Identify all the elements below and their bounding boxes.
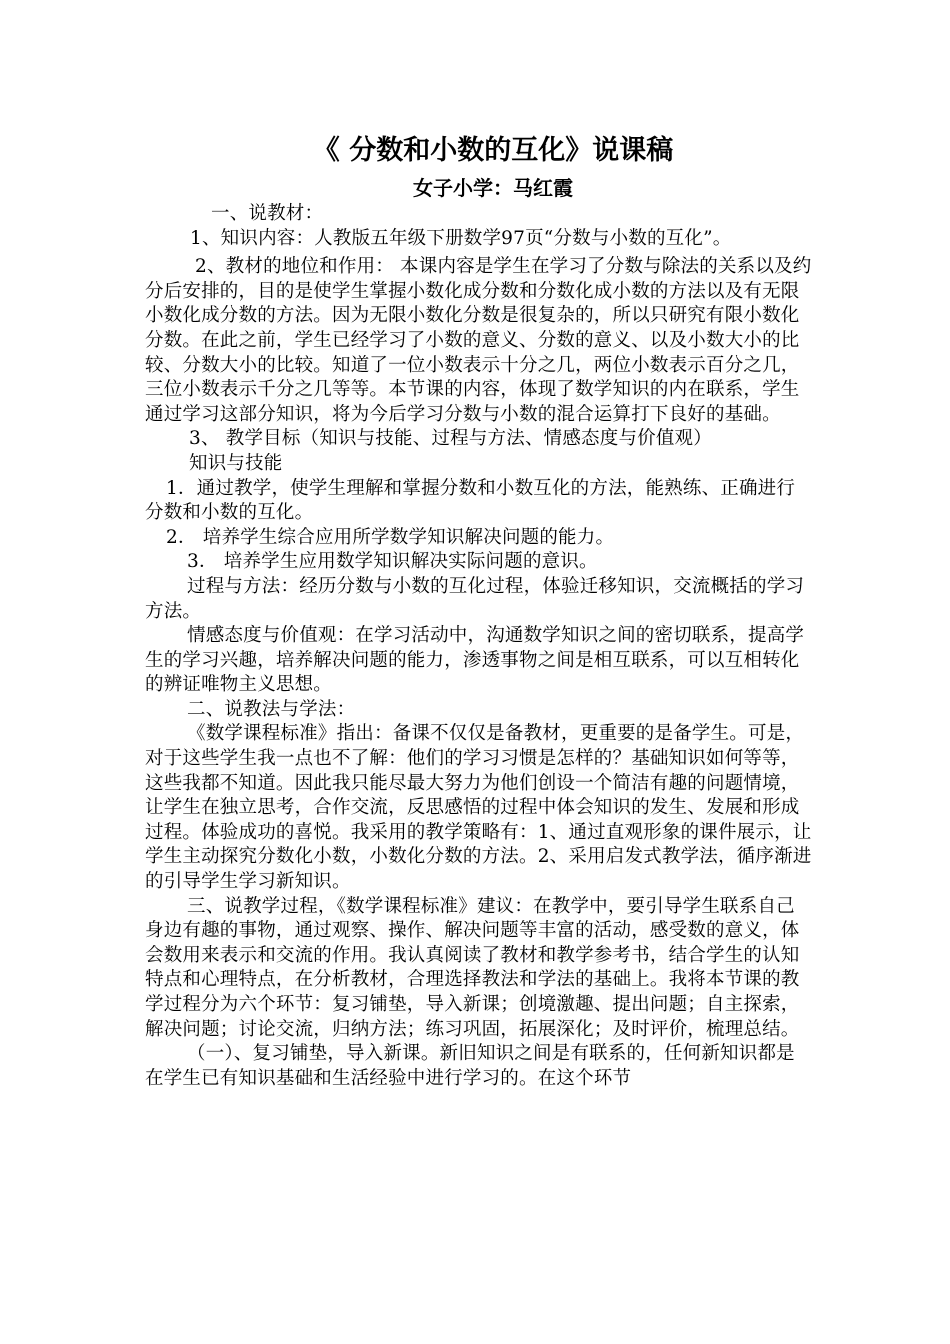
paragraph-goal-1: 1．通过教学，使学生理解和掌握分数和小数互化的方法，能熟练、正确进行分数和小数的互化。 bbox=[145, 477, 796, 524]
paragraph-emotion-values: 情感态度与价值观：在学习活动中，沟通数学知识之间的密切联系，提高学生的学习兴趣，培养解决问题的能力，渗透事物之间是相互联系，可以互相转化的辨证唯物主义思想。 bbox=[145, 625, 805, 696]
paragraph-review-introduction: （一）、复习铺垫，导入新课。新旧知识之间是有联系的，任何新知识都是在学生已有知识基础和生活经验中进行学习的。在这个环节 bbox=[145, 1043, 795, 1089]
document-body bbox=[145, 128, 813, 1091]
paragraph-teaching-goals: 3、 教学目标（知识与技能、过程与方法、情感态度与价值观） bbox=[189, 428, 712, 450]
paragraph-goal-2: 2． 培养学生综合应用所学数学知识解决问题的能力。 bbox=[166, 526, 615, 548]
document-title: 《 分数和小数的互化》说课稿 bbox=[312, 135, 674, 166]
paragraph-teaching-process: 三、说教学过程，《数学课程标准》建议：在教学中，要引导学生联系自己身边有趣的事物，通过观察、操作、解决问题等丰富的活动，感受数的意义，体会数用来表示和交流的作用。我认真阅读了教材和教学参考书，结合学生的认知特点和心理特点，在分析教材，合理选择教法和学法的基础上。我将本节课的教学过程分为六个环节：复习铺垫，导入新课；创境激趣、提出问题；自主探索，解决问题；讨论交流，归纳方法；练习巩固，拓展深化；及时评价，梳理总结。 bbox=[145, 895, 800, 1040]
paragraph-process-method: 过程与方法：经历分数与小数的互化过程，体验迁移知识，交流概括的学习方法。 bbox=[145, 575, 805, 622]
paragraph-goal-3: 3． 培养学生应用数学知识解决实际问题的意识。 bbox=[187, 551, 598, 573]
section-heading-textbook: 一、说教材： bbox=[211, 203, 324, 224]
section-heading-methods: 二、说教法与学法： bbox=[187, 698, 356, 720]
author-line: 女子小学：马红霞 bbox=[413, 176, 573, 200]
paragraph-curriculum-standard: 《数学课程标准》指出：备课不仅仅是备教材，更重要的是备学生。可是，对于这些学生我一点也不了解：他们的学习习惯是怎样的？基础知识如何等等，这些我都不知道。因此我只能尽最大努力为他们创设一个简洁有趣的问题情境，让学生在独立思考，合作交流，反思感悟的过程中体会知识的发生、发展和形成过程。体验成功的喜悦。我采用的教学策略有：1、通过直观形象的课件展示，让学生主动探究分数化小数，小数化分数的方法。2、采用启发式教学法，循序渐进的引导学生学习新知识。 bbox=[145, 723, 812, 893]
paragraph-knowledge-content: 1、知识内容：人教版五年级下册数学97页“分数与小数的互化”。 bbox=[190, 227, 732, 249]
paragraph-textbook-role: 2、教材的地位和作用： 本课内容是学生在学习了分数与除法的关系以及约分后安排的，目的是使学生掌握小数化成分数和分数化成小数的方法以及有无限小数化成分数的方法。因为无限小数化分数是很复杂的，所以只研究有限小数化分数。在此之前，学生已经学习了小数的意义、分数的意义、以及小数大小的比较、分数大小的比较。知道了一位小数表示十分之几，两位小数表示百分之几，三位小数表示千分之几等等。本节课的内容，体现了数学知识的内在联系，学生通过学习这部分知识，将为今后学习分数与小数的混合运算打下良好的基础。 bbox=[145, 256, 812, 425]
paragraph-knowledge-skills: 知识与技能 bbox=[189, 452, 283, 474]
